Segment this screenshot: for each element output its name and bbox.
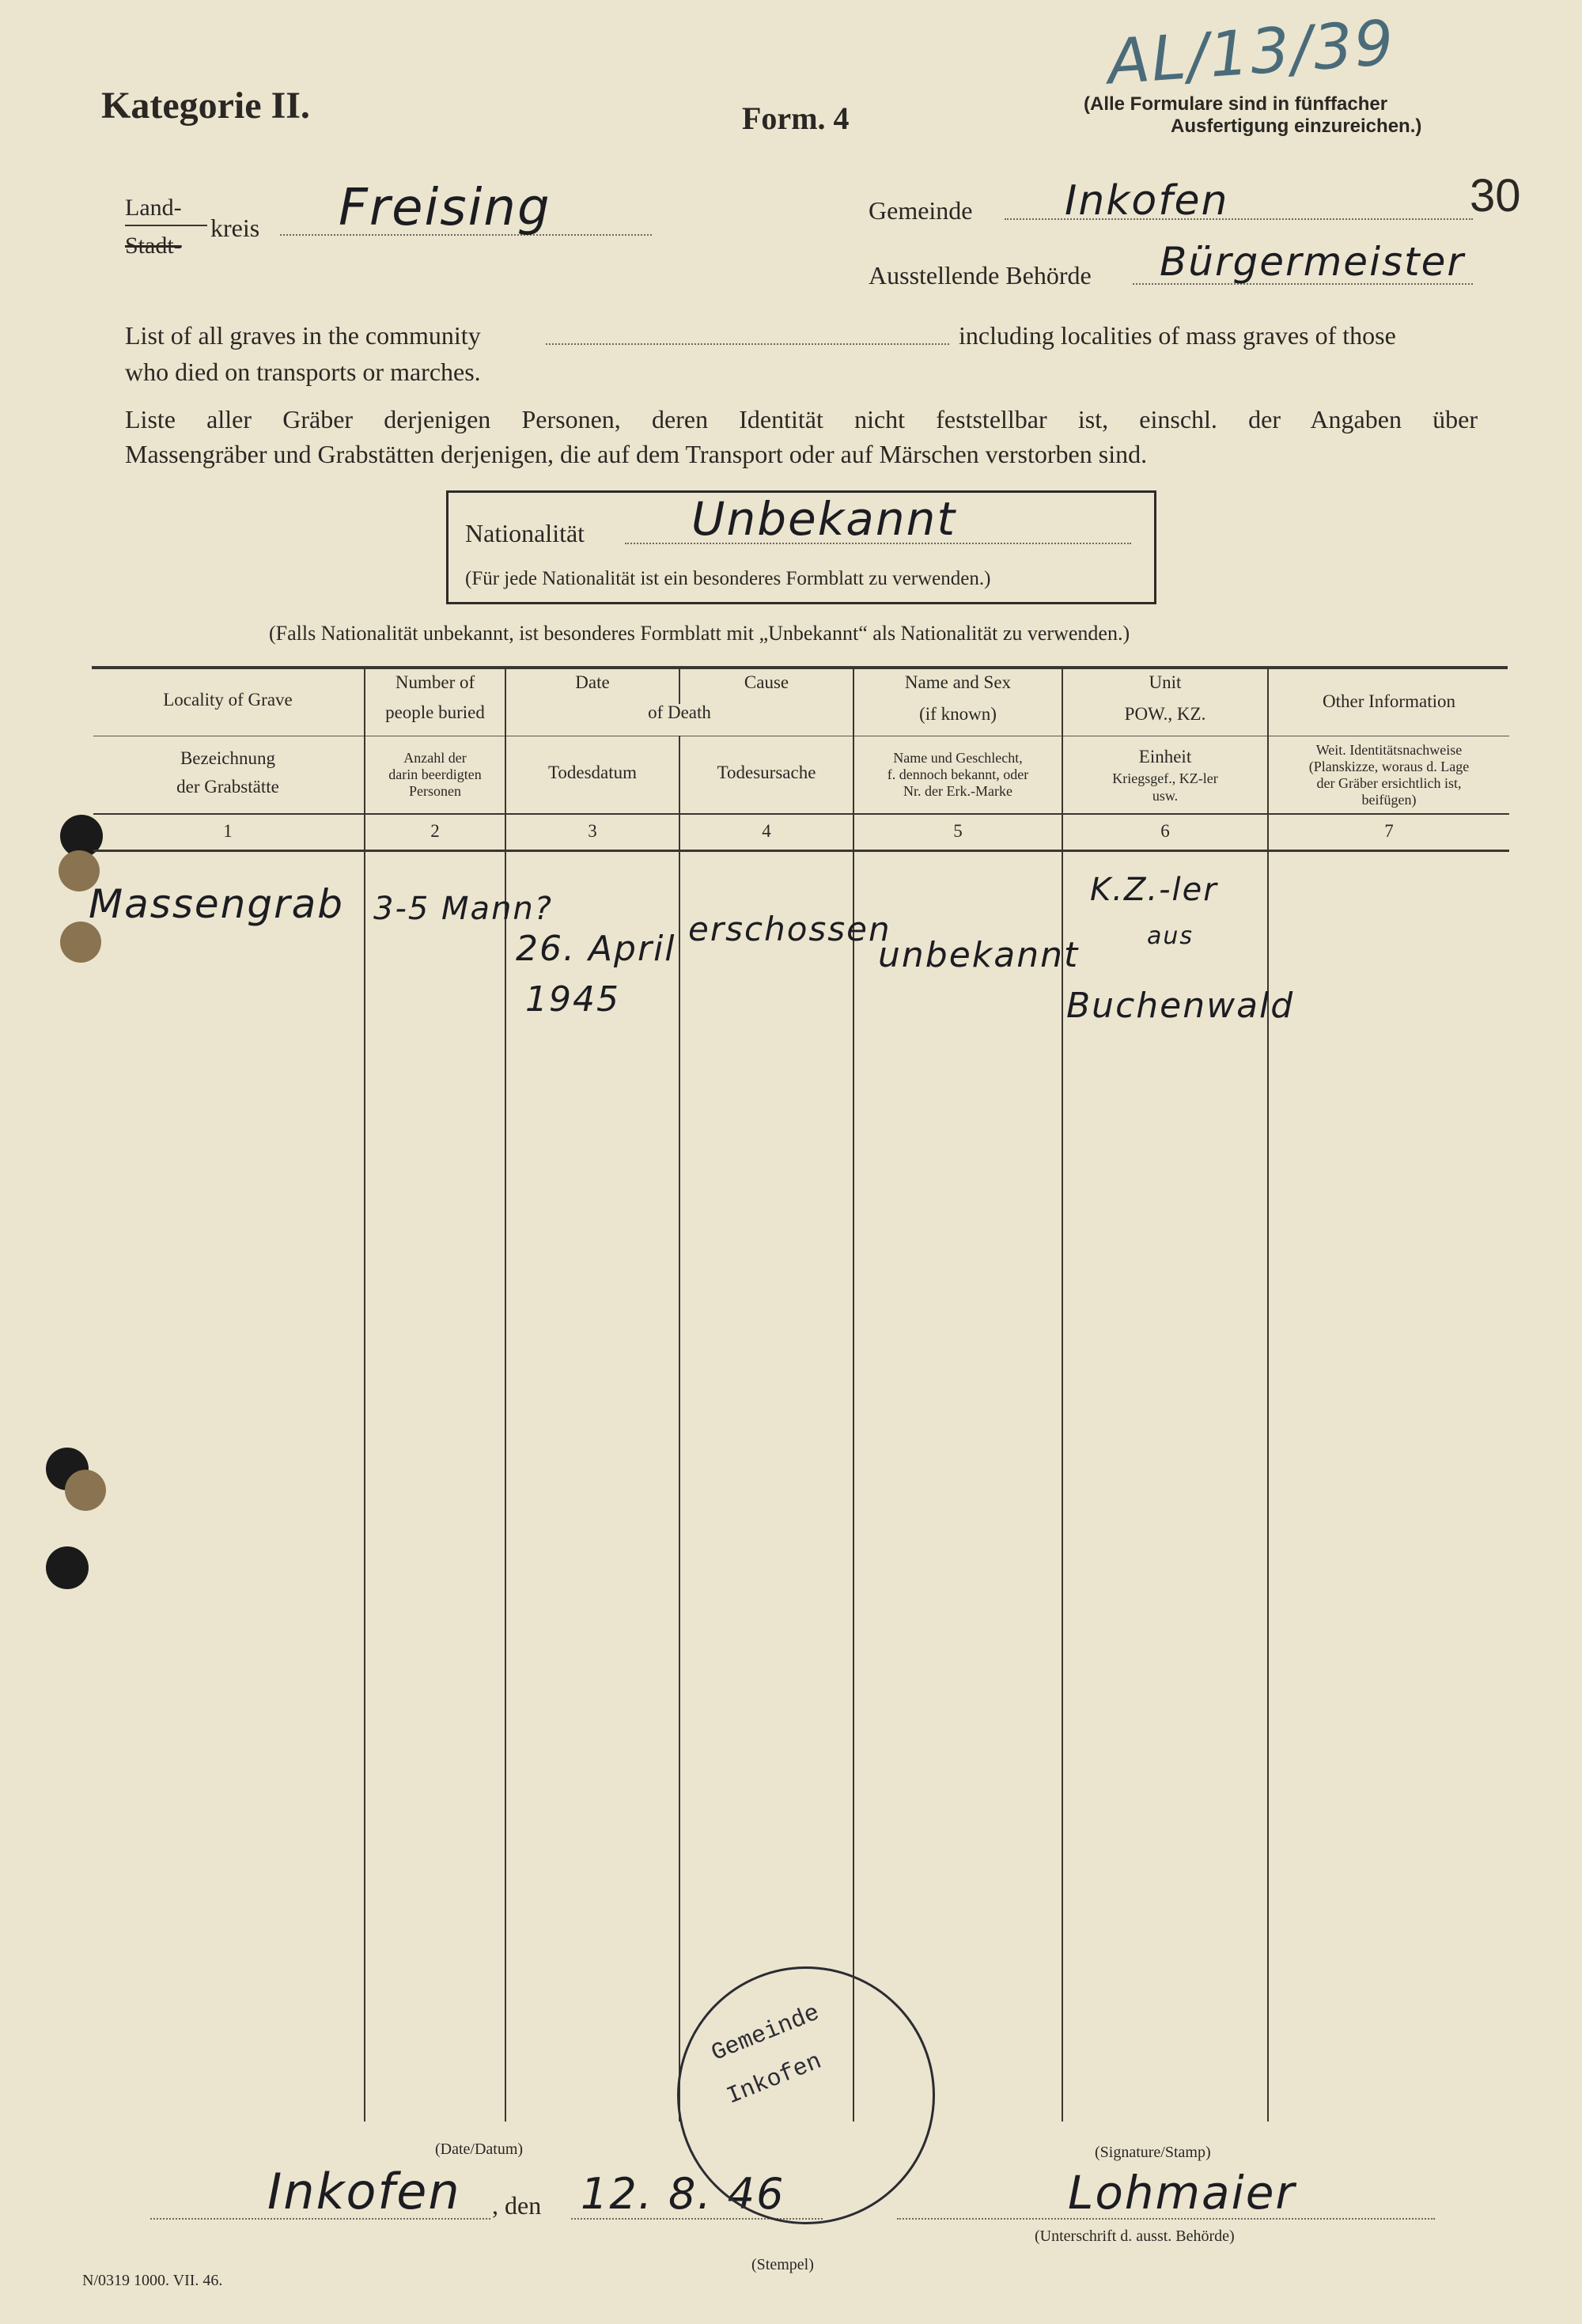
land-label: Land- [125, 195, 182, 221]
nationality-value: Unbekannt [691, 492, 957, 546]
col3-number: 3 [588, 821, 597, 841]
signature-subcaption: (Unterschrift d. ausst. Behörde) [1035, 2227, 1235, 2245]
signature-caption: (Signature/Stamp) [1095, 2144, 1211, 2161]
col-divider-6 [1267, 669, 1269, 2122]
col1-de-header-l2: der Grabstätte [176, 777, 279, 797]
kreis-value: Freising [339, 179, 551, 237]
col4-de-header: Todesursache [717, 763, 816, 782]
intro-german-line2: Massengräber und Grabstätten derjenigen, die auf dem Transport oder auf Märschen verstorben sind. [125, 440, 1148, 468]
col1-de-header-l1: Bezeichnung [180, 748, 276, 768]
gemeinde-value: Inkofen [1065, 177, 1229, 225]
col2-en-header-l2: people buried [385, 702, 485, 722]
col5-en-header-l2: (if known) [919, 704, 997, 724]
intro-english-part2: including localities of mass graves of those [959, 321, 1396, 350]
col6-en-header-l2: POW., KZ. [1124, 704, 1206, 724]
archive-number: AL/13/39 [1105, 7, 1398, 99]
unknown-note: (Falls Nationalität unbekannt, ist besonderes Formblatt mit „Unbekannt“ als Nationalität zu verwenden.) [269, 622, 1130, 645]
col7-de-header-l3: der Gräber ersichtlich ist, [1316, 775, 1462, 791]
stamp-caption: (Stempel) [751, 2256, 814, 2273]
row-unit-l1: K.Z.-ler [1090, 872, 1218, 908]
footer-date: 12. 8. 46 [581, 2169, 785, 2219]
col7-de-header-l4: beifügen) [1361, 792, 1417, 808]
punch-hole-rust [60, 922, 101, 963]
category-title: Kategorie II. [101, 85, 310, 127]
row-name: unbekannt [878, 935, 1080, 975]
col5-de-header-l2: f. dennoch bekannt, oder [887, 766, 1029, 782]
col-divider-4 [853, 669, 854, 2122]
col6-de-header-l2: Kriegsgef., KZ-ler [1112, 770, 1218, 786]
land-stadt-divider [125, 225, 207, 226]
col7-de-header-l2: (Planskizze, woraus d. Lage [1308, 759, 1470, 774]
gemeinde-label: Gemeinde [869, 196, 973, 225]
row-cause: erschossen [688, 910, 891, 948]
footer-place: Inkofen [267, 2163, 461, 2220]
col2-en-header-l1: Number of [395, 672, 475, 692]
stamp-text-l1: Gemeinde [707, 2000, 824, 2068]
col5-de-header-l3: Nr. der Erk.-Marke [903, 783, 1012, 799]
col1-en-header: Locality of Grave [163, 690, 293, 710]
col3-en-header: Date [575, 672, 610, 692]
nationality-note: (Für jede Nationalität ist ein besonderes Formblatt zu verwenden.) [465, 568, 991, 589]
col7-de-header-l1: Weit. Identitätsnachweise [1315, 742, 1463, 758]
footer-den: , den [492, 2191, 542, 2220]
col-divider-3 [679, 736, 680, 2122]
intro-english-part1: List of all graves in the community [125, 321, 481, 350]
stadt-label: Stadt- [125, 233, 182, 259]
behoerde-value: Bürgermeister [1160, 239, 1465, 285]
behoerde-label: Ausstellende Behörde [869, 261, 1092, 290]
copies-note-line2: Ausfertigung einzureichen.) [1171, 115, 1422, 137]
col7-en-header: Other Information [1323, 691, 1455, 711]
table-number-rule [93, 850, 1509, 852]
col4-en-header: Cause [744, 672, 789, 692]
table-header-rule [93, 813, 1509, 815]
col6-de-header-l3: usw. [1152, 788, 1179, 804]
col-divider-2 [505, 669, 506, 2122]
col2-de-header-l3: Personen [409, 783, 461, 799]
community-line [546, 343, 949, 345]
row-number: 3-5 Mann? [373, 891, 554, 927]
col1-number: 1 [223, 821, 233, 841]
row-locality: Massengrab [89, 881, 345, 927]
intro-german-line1: Liste aller Gräber derjenigen Personen, deren Identität nicht feststellbar ist, einschl. der Angaben über [125, 405, 1478, 433]
col5-de-header-l1: Name und Geschlecht, [893, 750, 1023, 766]
punch-hole [46, 1546, 89, 1589]
col2-de-header-l1: Anzahl der [403, 750, 467, 766]
copies-note-line1: (Alle Formulare sind in fünffacher [1084, 93, 1388, 115]
table-top-rule [92, 666, 1508, 669]
col6-number: 6 [1160, 821, 1170, 841]
row-date-l1: 26. April [516, 929, 676, 969]
intro-english-line2: who died on transports or marches. [125, 358, 481, 386]
col4-number: 4 [762, 821, 771, 841]
row-unit-l3: Buchenwald [1066, 986, 1295, 1026]
signature: Lohmaier [1068, 2166, 1296, 2220]
col7-number: 7 [1384, 821, 1394, 841]
col-divider-5 [1062, 669, 1063, 2122]
kreis-label: kreis [210, 214, 260, 242]
col-divider-1 [364, 669, 365, 2122]
row-unit-l2: aus [1147, 922, 1194, 950]
date-caption: (Date/Datum) [435, 2140, 524, 2158]
col6-en-header-l1: Unit [1149, 672, 1182, 692]
of-death-header: of Death [648, 702, 711, 722]
print-code: N/0319 1000. VII. 46. [82, 2272, 223, 2289]
col5-number: 5 [953, 821, 963, 841]
nationality-label: Nationalität [465, 519, 585, 547]
col6-de-header-l1: Einheit [1138, 747, 1192, 766]
col2-de-header-l2: darin beerdigten [388, 766, 482, 782]
row-date-l2: 1945 [525, 979, 620, 1020]
col5-en-header-l1: Name and Sex [904, 672, 1012, 692]
punch-hole-rust [65, 1470, 106, 1511]
page-number: 30 [1470, 170, 1521, 221]
col3-de-header: Todesdatum [547, 763, 638, 782]
stamp-text-l2: Inkofen [723, 2048, 826, 2111]
form-number: Form. 4 [742, 100, 850, 136]
col2-number: 2 [430, 821, 440, 841]
